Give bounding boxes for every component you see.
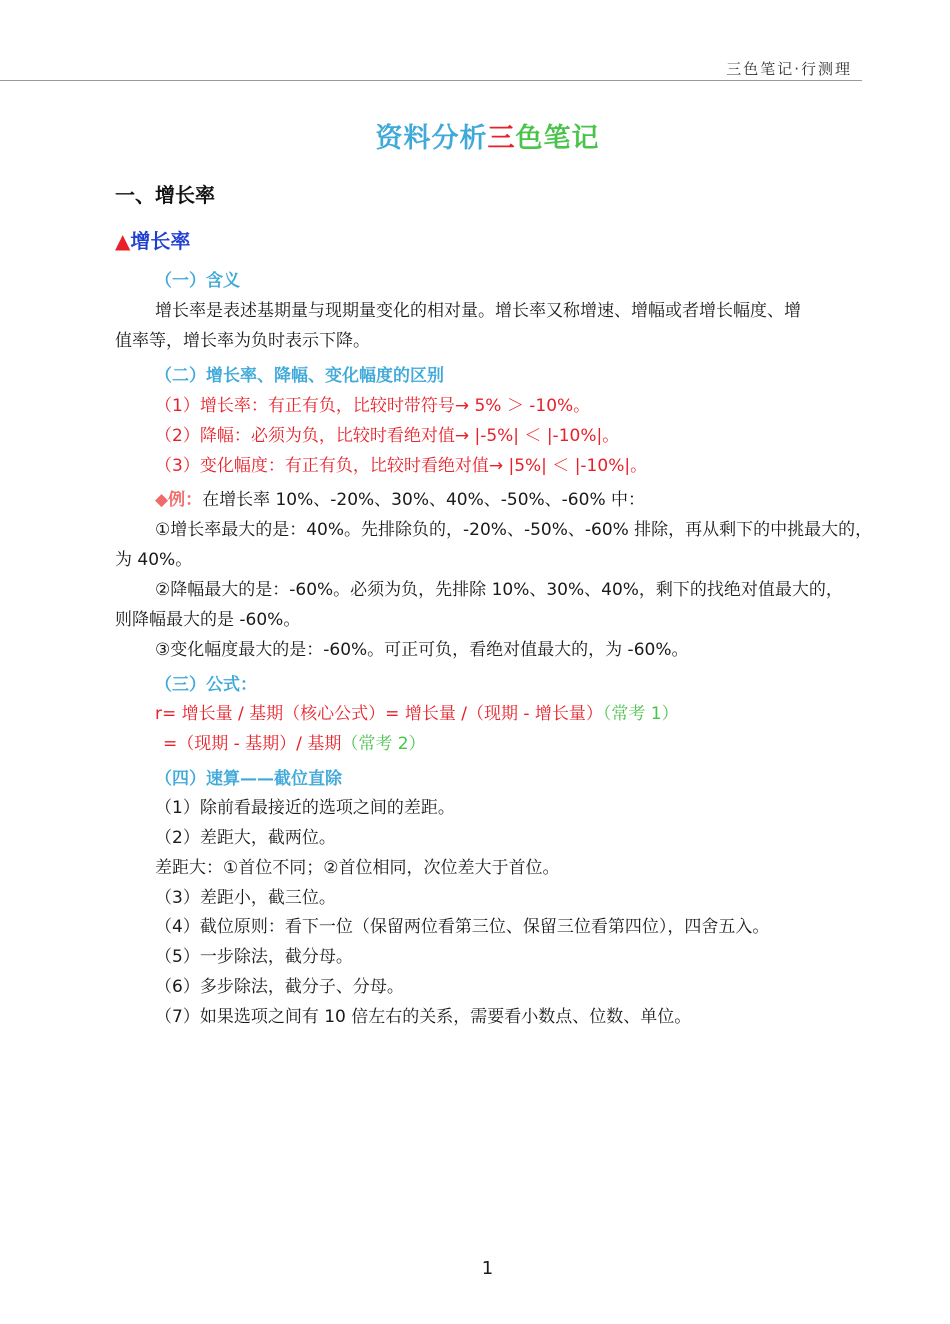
header-divider — [0, 80, 862, 81]
example-q2-line-2: 则降幅最大的是 -60%。 — [115, 610, 301, 630]
example-q1-line-1: ①增长率最大的是：40%。先排除负的，-20%、-50%、-60% 排除，再从剩下的中挑最大的， — [155, 520, 873, 540]
difference-item-2: （2）降幅：必须为负，比较时看绝对值→ |-5%| ＜ |-10%|。 — [155, 426, 620, 446]
difference-item-3: （3）变化幅度：有正有负，比较时看绝对值→ |5%| ＜ |-10%|。 — [155, 456, 648, 476]
example-intro-text: 在增长率 10%、-20%、30%、40%、-50%、-60% 中： — [202, 490, 645, 510]
meaning-heading: （一）含义 — [155, 271, 240, 291]
page-number: 1 — [481, 1258, 494, 1279]
quick-calc-item: （5）一步除法，截分母。 — [155, 947, 353, 967]
quick-calc-item: （7）如果选项之间有 10 倍左右的关系，需要看小数点、位数、单位。 — [155, 1007, 692, 1027]
quick-calc-item: （6）多步除法，截分子、分母。 — [155, 977, 404, 997]
title-part-1: 资料分析 — [375, 123, 488, 154]
example-q3: ③变化幅度最大的是：-60%。可正可负，看绝对值最大的，为 -60%。 — [155, 640, 689, 660]
difference-heading: （二）增长率、降幅、变化幅度的区别 — [155, 366, 444, 386]
title-part-2: 三 — [487, 123, 516, 154]
section-heading: 一、增长率 — [115, 183, 215, 207]
formula-line-2-main: =（现期 - 基期）/ 基期 — [163, 734, 342, 754]
quick-calc-item: （2）差距大，截两位。 — [155, 828, 336, 848]
meaning-text-line-2: 值率等，增长率为负时表示下降。 — [115, 331, 370, 351]
page-title — [0, 116, 950, 155]
topic-label: 增长率 — [130, 229, 191, 253]
formula-line-2 — [163, 733, 426, 755]
triangle-icon: ▲ — [115, 229, 131, 253]
title-part-3: 色笔记 — [515, 123, 600, 154]
example-intro — [155, 489, 645, 511]
formula-heading: （三）公式： — [155, 675, 257, 695]
formula-line-1-note: （常考 1） — [602, 704, 679, 724]
formula-line-2-note: （常考 2） — [341, 734, 426, 754]
running-header: 三色笔记·行测理 — [726, 60, 852, 78]
example-q1-line-2: 为 40%。 — [115, 550, 193, 570]
example-q2-line-1: ②降幅最大的是：-60%。必须为负，先排除 10%、30%、40%，剩下的找绝对值最大的， — [155, 580, 843, 600]
quick-calc-item: （4）截位原则：看下一位（保留两位看第三位、保留三位看第四位），四舍五入。 — [155, 917, 770, 937]
formula-line-1-main: r= 增长量 / 基期（核心公式）= 增长量 /（现期 - 增长量） — [155, 704, 603, 724]
quick-calc-item: 差距大：①首位不同；②首位相同，次位差大于首位。 — [155, 858, 560, 878]
quick-calc-heading: （四）速算——截位直除 — [155, 769, 342, 789]
meaning-text-line-1: 增长率是表述基期量与现期量变化的相对量。增长率又称增速、增幅或者增长幅度、增 — [155, 301, 801, 321]
difference-item-1: （1）增长率：有正有负，比较时带符号→ 5% ＞ -10%。 — [155, 396, 591, 416]
formula-line-1 — [155, 703, 679, 725]
quick-calc-item: （1）除前看最接近的选项之间的差距。 — [155, 798, 455, 818]
example-label: ◆例： — [155, 490, 203, 510]
quick-calc-item: （3）差距小，截三位。 — [155, 888, 336, 908]
topic-heading — [115, 230, 190, 252]
